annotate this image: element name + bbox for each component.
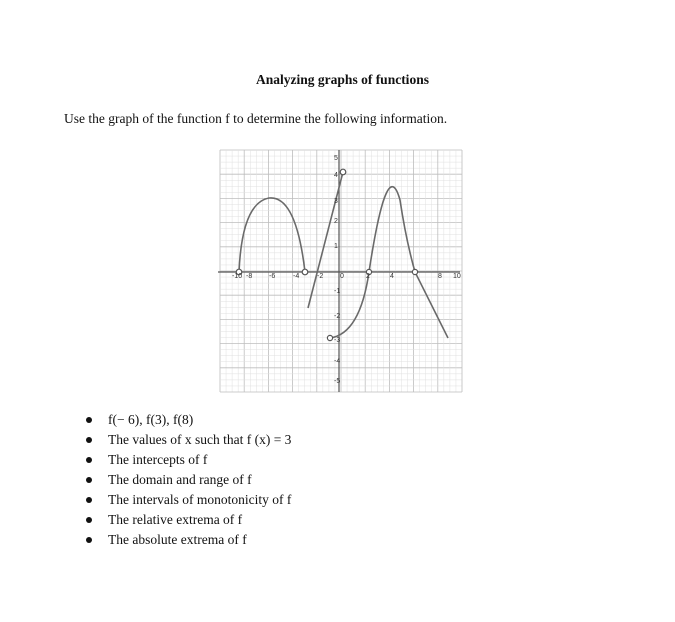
bullet-icon [86, 457, 92, 463]
instructions-text: Use the graph of the function f to determine the following information. [64, 111, 448, 126]
x-tick-label: -6 [269, 273, 276, 280]
x-tick-labels [232, 273, 461, 280]
task-item [86, 410, 291, 430]
x-tick-label: -8 [246, 273, 253, 280]
bullet-icon [86, 417, 92, 423]
x-tick-label: 2 [366, 273, 370, 280]
function-graph [218, 148, 464, 394]
x-tick-label: -2 [317, 273, 324, 280]
y-tick-label: -5 [334, 378, 341, 385]
task-item [86, 510, 291, 530]
task-text: The intercepts of f [108, 452, 208, 467]
y-tick-label: 4 [334, 172, 338, 179]
y-tick-label: -3 [334, 337, 341, 344]
y-tick-label: 3 [334, 198, 338, 205]
task-text: The domain and range of f [108, 472, 252, 487]
page-title: Analyzing graphs of functions [256, 72, 429, 87]
y-tick-label: -1 [334, 288, 341, 295]
task-text: The values of x such that f (x) = 3 [108, 432, 292, 447]
task-item [86, 470, 291, 490]
graph-grid [220, 150, 462, 392]
x-tick-label: 4 [390, 273, 394, 280]
x-tick-label: -10 [232, 273, 243, 280]
endpoint-line-top [340, 169, 346, 175]
task-item [86, 450, 291, 470]
endpoint-hump-start [327, 335, 332, 340]
bullet-icon [86, 497, 92, 503]
task-item [86, 530, 291, 550]
x-tick-label: -4 [293, 273, 300, 280]
bullet-icon [86, 437, 92, 443]
bullet-icon [86, 517, 92, 523]
x-tick-label: 0 [340, 273, 344, 280]
endpoint-hump-zero [412, 269, 417, 274]
task-item [86, 490, 291, 510]
bullet-icon [86, 537, 92, 543]
y-tick-label: -4 [334, 358, 341, 365]
endpoint-left-end [302, 269, 308, 275]
x-tick-label: 8 [438, 273, 442, 280]
y-tick-label: 1 [334, 243, 338, 250]
task-item [86, 430, 291, 450]
task-list [86, 410, 291, 550]
y-tick-label: -2 [334, 313, 341, 320]
task-text: The relative extrema of f [108, 512, 243, 527]
task-text: The absolute extrema of f [108, 532, 247, 547]
task-text: f(− 6), f(3), f(8) [108, 412, 194, 427]
x-tick-label: 10 [453, 273, 461, 280]
endpoints [236, 169, 417, 340]
y-tick-label: 5 [334, 155, 338, 162]
bullet-icon [86, 477, 92, 483]
task-text: The intervals of monotonicity of f [108, 492, 292, 507]
y-tick-label: 2 [334, 218, 338, 225]
